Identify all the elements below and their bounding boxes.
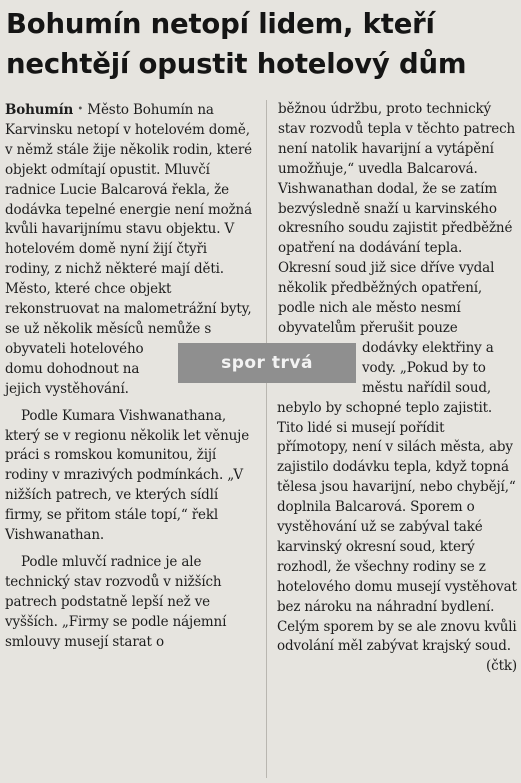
pull-quote-box (178, 343, 356, 383)
right-paragraph-1-text: běžnou údržbu, proto technický stav rozvodů tepla v těchto patrech není natolik havarijní a vytápění umožňuje,“ uvedla Balcarová. Vishwanathan dodal, že se zatím bezvýsledně snaží u karvinského okresního soudu zajistit předběžné opatření na dodávání tepla. Okresní soud již sice dříve vydal několik předběžných opatření, podle nich ale město nesmí obyvatelům přerušit pouze dodávky elektřiny a vody. „Pokud by to městu nařídil soud, nebylo by schopné teplo zajistit. Tito lidé si musejí pořídit přímotopy, není v silách města, aby zajistilo dodávku tepla, když topná tělesa jsou havarijní, nebo chybějí,“ doplnila Balcarová. Sporem o vystěhování už se zabýval také karvinský okresní soud, který rozhodl, že všechny rodiny se z hotelového domu musejí vystěhovat bez nároku na náhradní bydlení. Celým sporem by se ale znovu kvůli odvolání měl zabývat krajský soud. (277, 101, 517, 655)
agency-signature: (čtk) (486, 658, 517, 675)
left-paragraph-3: Podle mluvčí radnice je ale technický stav rozvodů v nižších patrech podstatně lepší než ve vyšších. „Firmy se podle nájemní smlouvy musejí starat o (5, 553, 227, 650)
article-headline: Bohumín netopí lidem, kteří nechtějí opustit hotelový dům (6, 8, 467, 80)
left-paragraph-2: Podle Kumara Vishwanathana, který se v regionu několik let věnuje práci s romskou komunitou, žijí rodiny v mrazivých podmínkách. „V nižších patrech, ve kterých sídlí firmy, se přitom stále topí,“ řekl Vishwanathan. (5, 407, 250, 544)
dateline: Bohumín (5, 102, 74, 118)
right-column (277, 100, 517, 677)
left-paragraph-1-text: Město Bohumín na Karvinsku netopí v hotelovém domě, v němž stále žije několik rodin, které objekt odmítají opustit. Mluvčí radnice Lucie Balcarová řekla, že dodávka tepelné energie není možná kvůli havarijnímu stavu objektu. V hotelovém domě nyní žijí čtyři rodiny, z nichž některé mají děti. Město, které chce objekt rekonstruovat na malometrážní byty, se už několik měsíců nemůže s obyvateli hotelového domu dohodnout na jejich vystěhování. (5, 102, 252, 397)
column-divider (266, 100, 267, 778)
pull-quote-text: spor trvá (221, 353, 313, 373)
bullet-icon: • (77, 104, 84, 115)
